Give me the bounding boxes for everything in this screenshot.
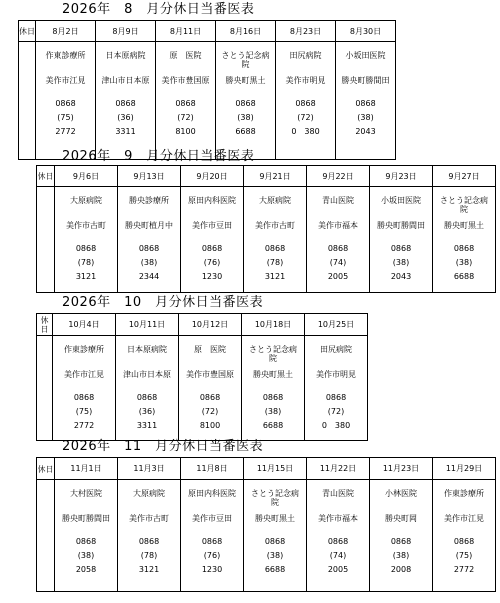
phone-exchange: (38) [264, 407, 282, 416]
phone-number: 3121 [138, 565, 160, 574]
phone-exchange: (36) [138, 407, 156, 416]
date-header: 8月23日 [276, 21, 336, 42]
clinic-address: 美作市明見 [285, 76, 326, 85]
clinic-name: 大原病院 [132, 489, 165, 498]
clinic-address: 勝央町黒土 [225, 76, 266, 85]
clinic-address: 美作市豊国原 [185, 370, 234, 379]
date-header: 10月12日 [179, 314, 242, 336]
clinic-name: 原田内科医院 [187, 489, 236, 498]
phone-exchange: (38) [392, 551, 410, 560]
clinic-address: 美作市古町 [65, 221, 106, 230]
date-header: 8月9日 [96, 21, 156, 42]
date-header: 8月2日 [36, 21, 96, 42]
clinic-cell [55, 480, 118, 592]
phone-number: 2772 [73, 421, 95, 430]
phone-area: 0868 [295, 99, 316, 108]
phone-area: 0868 [453, 537, 475, 546]
phone-number: 1230 [201, 272, 223, 281]
phone-area: 0868 [327, 244, 349, 253]
clinic-address: 津山市日本原 [122, 370, 171, 379]
phone-area: 0868 [175, 99, 196, 108]
section-title: 2026年 9 月分休日当番医表 [62, 149, 255, 164]
clinic-name: 作東診療所 [45, 51, 86, 60]
phone-area: 0868 [264, 537, 286, 546]
phone-area: 0868 [55, 99, 76, 108]
phone-area: 0868 [75, 537, 97, 546]
clinic-cell [244, 187, 307, 293]
phone-area: 0868 [390, 244, 412, 253]
clinic-name: 原 医院 [169, 51, 202, 60]
phone-number: 8100 [175, 127, 196, 136]
clinic-cell [244, 480, 307, 592]
phone-exchange: (74) [329, 551, 347, 560]
phone-area: 0868 [355, 99, 376, 108]
phone-number: 2043 [355, 127, 376, 136]
phone-number: 2344 [138, 272, 160, 281]
clinic-cell [181, 480, 244, 592]
phone-number: 2005 [327, 565, 349, 574]
clinic-name: 田尻病院 [289, 51, 322, 60]
clinic-address: 美作市豊国原 [161, 76, 210, 85]
clinic-name: 大原病院 [258, 196, 291, 205]
phone-exchange: (75) [75, 407, 93, 416]
clinic-name: 青山医院 [321, 489, 354, 498]
phone-exchange: (38) [266, 551, 284, 560]
clinic-cell [118, 480, 181, 592]
holiday-label: 休日 [37, 166, 55, 187]
phone-number: 0 380 [321, 421, 351, 430]
date-header: 9月20日 [181, 166, 244, 187]
date-header: 11月29日 [433, 458, 496, 480]
phone-exchange: (36) [117, 113, 134, 122]
phone-area: 0868 [262, 393, 284, 402]
schedule-table [36, 313, 368, 441]
phone-area: 0868 [327, 537, 349, 546]
date-header: 11月15日 [244, 458, 307, 480]
phone-area: 0868 [136, 393, 158, 402]
phone-number: 1230 [201, 565, 223, 574]
clinic-name: さとう記念病院 [221, 51, 270, 69]
clinic-address: 勝央町勝間田 [61, 514, 110, 523]
clinic-name: 青山医院 [321, 196, 354, 205]
clinic-address: 勝央町勝間田 [376, 221, 425, 230]
clinic-address: 美作市江見 [443, 514, 484, 523]
phone-exchange: (38) [77, 551, 95, 560]
clinic-address: 勝央町黒土 [254, 514, 295, 523]
phone-exchange: (75) [57, 113, 74, 122]
phone-number: 2058 [75, 565, 97, 574]
date-header: 9月23日 [370, 166, 433, 187]
blank-cell [37, 336, 53, 441]
phone-exchange: (78) [266, 258, 284, 267]
phone-exchange: (78) [77, 258, 95, 267]
clinic-address: 美作市福本 [317, 221, 358, 230]
phone-exchange: (76) [203, 258, 221, 267]
phone-number: 6688 [235, 127, 256, 136]
section-title: 2026年 11 月分休日当番医表 [62, 439, 264, 454]
clinic-name: 大原病院 [69, 196, 102, 205]
phone-area: 0868 [235, 99, 256, 108]
clinic-address: 勝央町黒土 [252, 370, 293, 379]
phone-exchange: (78) [140, 551, 158, 560]
phone-area: 0868 [115, 99, 136, 108]
clinic-cell [53, 336, 116, 441]
clinic-address: 美作市福本 [317, 514, 358, 523]
date-header: 9月21日 [244, 166, 307, 187]
date-header: 8月16日 [216, 21, 276, 42]
blank-cell [19, 42, 36, 160]
date-header: 11月1日 [55, 458, 118, 480]
clinic-cell [179, 336, 242, 441]
clinic-name: 作東診療所 [63, 345, 104, 354]
phone-area: 0868 [390, 537, 412, 546]
clinic-address: 勝央町黒土 [443, 221, 484, 230]
clinic-name: さとう記念病院 [248, 345, 297, 363]
section-title: 2026年 10 月分休日当番医表 [62, 295, 264, 310]
clinic-name: 田尻病院 [319, 345, 352, 354]
phone-number: 6688 [264, 565, 286, 574]
clinic-cell [370, 187, 433, 293]
clinic-cell [370, 480, 433, 592]
clinic-cell [307, 187, 370, 293]
clinic-cell [36, 42, 96, 160]
clinic-cell [336, 42, 396, 160]
phone-number: 2772 [55, 127, 76, 136]
date-header: 9月27日 [433, 166, 496, 187]
phone-area: 0868 [264, 244, 286, 253]
clinic-address: 美作市豆田 [191, 221, 232, 230]
date-header: 10月11日 [116, 314, 179, 336]
schedule-table [36, 457, 496, 592]
clinic-name: 日本原病院 [126, 345, 167, 354]
date-header: 11月8日 [181, 458, 244, 480]
phone-exchange: (38) [140, 258, 158, 267]
date-header: 11月22日 [307, 458, 370, 480]
phone-area: 0868 [138, 537, 160, 546]
phone-exchange: (38) [237, 113, 254, 122]
clinic-cell [433, 187, 496, 293]
phone-number: 3121 [264, 272, 286, 281]
clinic-cell [276, 42, 336, 160]
phone-number: 0 380 [291, 127, 320, 136]
date-header: 8月11日 [156, 21, 216, 42]
phone-area: 0868 [453, 244, 475, 253]
phone-number: 2043 [390, 272, 412, 281]
date-header: 11月3日 [118, 458, 181, 480]
holiday-label: 休日 [19, 21, 36, 42]
clinic-cell [216, 42, 276, 160]
phone-area: 0868 [201, 244, 223, 253]
date-header: 8月30日 [336, 21, 396, 42]
clinic-cell [116, 336, 179, 441]
clinic-name: 作東診療所 [443, 489, 484, 498]
phone-exchange: (75) [455, 551, 473, 560]
clinic-cell [305, 336, 368, 441]
phone-area: 0868 [73, 393, 95, 402]
clinic-address: 美作市古町 [128, 514, 169, 523]
phone-number: 2008 [390, 565, 412, 574]
phone-exchange: (72) [201, 407, 219, 416]
phone-exchange: (74) [329, 258, 347, 267]
clinic-name: 大村医院 [69, 489, 102, 498]
phone-exchange: (72) [297, 113, 314, 122]
phone-number: 6688 [453, 272, 475, 281]
date-header: 9月6日 [55, 166, 118, 187]
clinic-name: 小坂田医院 [380, 196, 421, 205]
phone-number: 3311 [115, 127, 136, 136]
clinic-address: 津山市日本原 [101, 76, 150, 85]
phone-area: 0868 [199, 393, 221, 402]
phone-exchange: (72) [177, 113, 194, 122]
phone-number: 6688 [262, 421, 284, 430]
clinic-cell [118, 187, 181, 293]
clinic-name: 小林医院 [384, 489, 417, 498]
phone-number: 2772 [453, 565, 475, 574]
clinic-address: 美作市豆田 [191, 514, 232, 523]
phone-exchange: (38) [357, 113, 374, 122]
clinic-address: 美作市江見 [63, 370, 104, 379]
clinic-cell [96, 42, 156, 160]
clinic-name: 原 医院 [193, 345, 226, 354]
phone-exchange: (38) [392, 258, 410, 267]
clinic-address: 勝央町岡 [384, 514, 417, 523]
blank-cell [37, 187, 55, 293]
clinic-cell [181, 187, 244, 293]
holiday-label: 休日 [37, 314, 53, 336]
date-header: 10月25日 [305, 314, 368, 336]
phone-exchange: (38) [455, 258, 473, 267]
clinic-address: 美作市明見 [315, 370, 356, 379]
phone-number: 8100 [199, 421, 221, 430]
clinic-name: 日本原病院 [105, 51, 146, 60]
schedule-table [36, 165, 496, 293]
phone-exchange: (76) [203, 551, 221, 560]
clinic-address: 勝央町勝間田 [341, 76, 390, 85]
section-title: 2026年 8 月分休日当番医表 [62, 2, 255, 17]
clinic-name: 勝央診療所 [128, 196, 169, 205]
date-header: 10月18日 [242, 314, 305, 336]
clinic-cell [55, 187, 118, 293]
phone-area: 0868 [325, 393, 347, 402]
schedule-table [18, 20, 396, 160]
clinic-address: 美作市古町 [254, 221, 295, 230]
date-header: 11月23日 [370, 458, 433, 480]
clinic-address: 美作市江見 [45, 76, 86, 85]
date-header: 10月4日 [53, 314, 116, 336]
clinic-cell [307, 480, 370, 592]
date-header: 9月22日 [307, 166, 370, 187]
phone-number: 3311 [136, 421, 158, 430]
blank-cell [37, 480, 55, 592]
phone-area: 0868 [75, 244, 97, 253]
clinic-address: 勝央町植月中 [124, 221, 173, 230]
phone-area: 0868 [201, 537, 223, 546]
phone-number: 3121 [75, 272, 97, 281]
phone-area: 0868 [138, 244, 160, 253]
phone-exchange: (72) [327, 407, 345, 416]
clinic-name: 原田内科医院 [187, 196, 236, 205]
clinic-name: 小坂田医院 [345, 51, 386, 60]
clinic-name: さとう記念病院 [250, 489, 299, 507]
clinic-cell [433, 480, 496, 592]
date-header: 9月13日 [118, 166, 181, 187]
holiday-label: 休日 [37, 458, 55, 480]
clinic-cell [156, 42, 216, 160]
phone-number: 2005 [327, 272, 349, 281]
clinic-cell [242, 336, 305, 441]
clinic-name: さとう記念病院 [439, 196, 488, 214]
